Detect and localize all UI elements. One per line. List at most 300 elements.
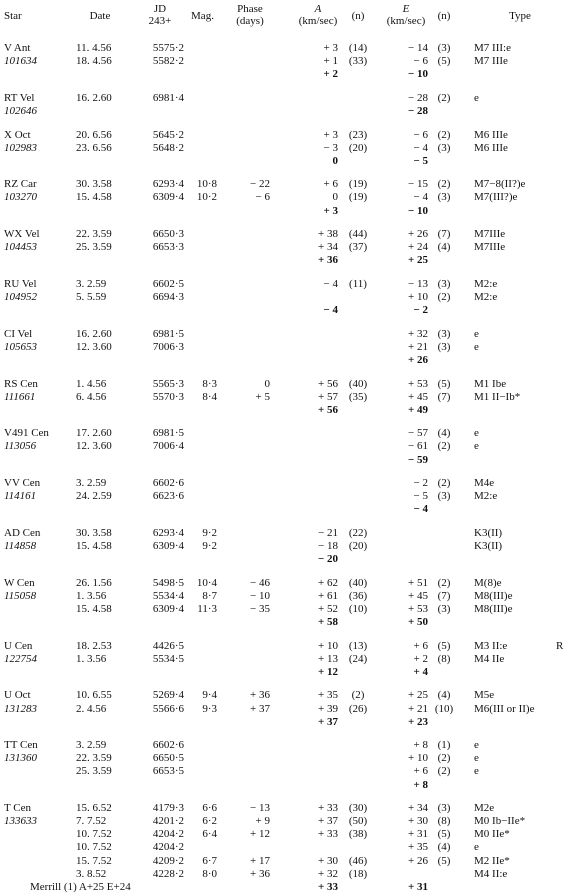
star-cell: 111661 — [4, 390, 36, 403]
date-cell: 30. 3.58 — [76, 178, 112, 191]
phase-cell: + 12 — [250, 828, 270, 841]
star-cell: V Ant — [4, 42, 31, 54]
phase-cell: − 13 — [250, 802, 270, 815]
a-count-cell: (35) — [348, 390, 368, 403]
e-count-cell: (5) — [437, 55, 451, 68]
type-cell: M7IIIe — [474, 228, 506, 241]
e-velocity-cell: + 26 — [408, 854, 428, 867]
a-count-cell: (20) — [348, 540, 368, 552]
date-cell: 2. 4.56 — [76, 702, 107, 715]
e-velocity-cell: + 49 — [407, 403, 428, 416]
phase-cell: − 46 — [250, 576, 270, 589]
date-cell: 6. 4.56 — [76, 390, 107, 403]
jd-cell: 5269·4 — [152, 689, 184, 702]
e-velocity-cell: + 32 — [408, 327, 428, 340]
mag-cell: 8·0 — [202, 867, 217, 880]
e-count-cell: (3) — [437, 191, 451, 204]
date-cell: 25. 3.59 — [76, 241, 112, 254]
phase-cell: + 9 — [255, 815, 270, 828]
phase-cell: − 6 — [255, 191, 270, 204]
a-velocity-cell: − 4 — [323, 277, 338, 290]
a-velocity-cell: + 33 — [317, 880, 338, 893]
e-count-cell: (2) — [437, 91, 451, 104]
e-velocity-cell: − 4 — [413, 503, 428, 516]
e-count-cell: (4) — [437, 241, 451, 254]
e-velocity-cell: + 6 — [413, 639, 428, 652]
date-cell: 15. 7.52 — [76, 854, 112, 867]
a-velocity-cell: − 3 — [323, 141, 338, 154]
header-mag: Mag. — [191, 10, 214, 22]
a-velocity-cell: + 37 — [318, 815, 338, 828]
note-cell: R — [556, 639, 564, 652]
e-velocity-cell: + 34 — [408, 802, 428, 815]
a-velocity-cell: + 33 — [318, 828, 338, 841]
e-count-cell: (7) — [437, 228, 451, 241]
date-cell: 3. 2.59 — [76, 739, 107, 752]
a-count-cell: (19) — [348, 191, 368, 204]
date-cell: 12. 3.60 — [76, 340, 112, 353]
a-velocity-cell: 0 — [332, 154, 338, 167]
a-count-cell: (50) — [348, 815, 368, 828]
a-velocity-cell: 0 — [332, 191, 338, 204]
type-cell: M6 IIIe — [474, 141, 508, 154]
jd-cell: 4426·5 — [152, 639, 184, 652]
type-cell: e — [474, 427, 479, 440]
e-velocity-cell: + 24 — [408, 241, 428, 254]
type-cell: M2:e — [474, 291, 498, 303]
jd-cell: 5570·3 — [152, 390, 184, 403]
e-count-cell: (1) — [437, 739, 451, 752]
mag-cell: 10·8 — [196, 178, 217, 191]
jd-cell: 6653·3 — [152, 241, 184, 254]
e-count-cell: (5) — [437, 828, 451, 841]
date-cell: 10. 6.55 — [76, 689, 112, 702]
jd-cell: 5534·5 — [152, 652, 184, 665]
e-velocity-cell: + 51 — [408, 576, 428, 589]
type-cell: M7 III:e — [474, 42, 511, 54]
date-cell: 26. 1.56 — [76, 576, 112, 589]
jd-cell: 6293·4 — [152, 526, 184, 539]
a-count-cell: (46) — [348, 854, 368, 867]
type-cell: M7IIIe — [474, 241, 506, 254]
date-cell: 12. 3.60 — [76, 440, 112, 453]
e-velocity-cell: + 31 — [407, 880, 428, 893]
type-cell: e — [474, 340, 479, 353]
date-cell: 10. 7.52 — [76, 828, 112, 841]
jd-cell: 4209·2 — [152, 854, 184, 867]
e-velocity-cell: − 57 — [408, 427, 428, 440]
a-velocity-cell: + 57 — [318, 390, 338, 403]
type-cell: M2:e — [474, 277, 498, 290]
mag-cell: 6·2 — [202, 815, 217, 828]
phase-cell: + 5 — [255, 390, 270, 403]
e-count-cell: (10) — [434, 702, 454, 715]
e-count-cell: (3) — [437, 602, 451, 615]
header-phase: Phase — [237, 3, 263, 15]
date-cell: 3. 8.52 — [76, 867, 107, 880]
e-count-cell: (8) — [437, 652, 451, 665]
mag-cell: 8·3 — [202, 377, 217, 390]
jd-cell: 6602·6 — [152, 739, 184, 752]
table-header — [0, 0, 570, 40]
header-phase-sub: (days) — [236, 15, 264, 27]
a-velocity-cell: + 56 — [317, 403, 338, 416]
a-count-cell: (33) — [348, 55, 368, 68]
e-velocity-cell: + 26 — [407, 353, 428, 366]
type-cell: M6 IIIe — [474, 128, 508, 141]
type-cell: e — [474, 327, 479, 340]
jd-cell: 6623·6 — [152, 490, 184, 503]
e-velocity-cell: − 4 — [413, 191, 428, 204]
date-cell: 23. 6.56 — [76, 141, 112, 154]
e-count-cell: (4) — [437, 841, 451, 854]
a-count-cell: (37) — [348, 241, 368, 254]
a-velocity-cell: + 38 — [318, 228, 338, 241]
a-count-cell: (40) — [348, 576, 368, 589]
date-cell: 25. 3.59 — [76, 765, 112, 778]
e-count-cell: (3) — [437, 490, 451, 503]
type-cell: M0 IIe* — [474, 828, 510, 841]
mag-cell: 9·2 — [202, 540, 217, 552]
e-velocity-cell: + 53 — [408, 602, 428, 615]
e-velocity-cell: − 6 — [413, 55, 428, 68]
date-cell: 3. 2.59 — [76, 277, 107, 290]
star-cell: V491 Cen — [4, 427, 49, 440]
a-velocity-cell: + 34 — [318, 241, 338, 254]
a-velocity-cell: + 61 — [318, 589, 338, 602]
a-velocity-cell: + 62 — [318, 576, 338, 589]
jd-cell: 5648·2 — [152, 141, 184, 154]
e-velocity-cell: − 13 — [408, 277, 428, 290]
mag-cell: 8·7 — [202, 589, 217, 602]
e-count-cell: (2) — [437, 291, 451, 303]
e-velocity-cell: + 8 — [413, 739, 428, 752]
jd-cell: 4179·3 — [152, 802, 184, 815]
star-cell: RU Vel — [4, 277, 37, 290]
jd-cell: 7006·4 — [152, 440, 184, 453]
jd-cell: 6602·6 — [152, 477, 184, 490]
jd-cell: 6981·4 — [152, 91, 184, 104]
star-cell: CI Vel — [4, 327, 33, 340]
a-velocity-cell: + 13 — [318, 652, 338, 665]
e-velocity-cell: + 2 — [413, 652, 428, 665]
date-cell: 24. 2.59 — [76, 490, 112, 503]
e-velocity-cell: + 8 — [413, 778, 428, 791]
type-cell: K3(II) — [474, 526, 503, 539]
e-velocity-cell: + 26 — [408, 228, 428, 241]
type-cell: M7(III?)e — [474, 191, 518, 204]
e-velocity-cell: − 28 — [407, 104, 428, 117]
a-velocity-cell: + 3 — [323, 128, 338, 141]
date-cell: 11. 4.56 — [76, 42, 112, 54]
mag-cell: 6·6 — [202, 802, 217, 815]
a-count-cell: (36) — [348, 589, 368, 602]
star-cell: Merrill (1) A+25 E+24 — [30, 880, 131, 893]
header-date: Date — [89, 10, 111, 22]
mag-cell: 11·3 — [197, 602, 217, 615]
e-count-cell: (3) — [437, 327, 451, 340]
e-velocity-cell: − 5 — [413, 490, 428, 503]
mag-cell: 9·3 — [202, 702, 217, 715]
jd-cell: 6653·5 — [152, 765, 184, 778]
jd-cell: 5566·6 — [152, 702, 184, 715]
date-cell: 1. 4.56 — [76, 377, 107, 390]
header-n1: (n) — [351, 10, 365, 22]
e-count-cell: (5) — [437, 639, 451, 652]
mag-cell: 10·2 — [196, 191, 217, 204]
star-cell: 114858 — [4, 540, 37, 552]
header-e: E — [402, 3, 410, 15]
star-cell: 122754 — [4, 652, 37, 665]
a-count-cell: (13) — [348, 639, 368, 652]
date-cell: 15. 4.58 — [76, 540, 112, 552]
star-cell: 101634 — [4, 55, 37, 68]
mag-cell: 9·4 — [202, 689, 217, 702]
star-cell: T Cen — [4, 802, 31, 815]
e-velocity-cell: + 10 — [408, 752, 428, 765]
star-cell: 104453 — [4, 241, 37, 254]
star-cell: 131360 — [4, 752, 37, 765]
header-a: A — [314, 3, 322, 15]
type-cell: M2e — [474, 802, 495, 815]
a-count-cell: (26) — [348, 702, 368, 715]
jd-cell: 5645·2 — [152, 128, 184, 141]
jd-cell: 5534·4 — [152, 589, 184, 602]
a-velocity-cell: + 30 — [318, 854, 338, 867]
e-velocity-cell: − 15 — [408, 178, 428, 191]
e-count-cell: (2) — [437, 576, 451, 589]
type-cell: e — [474, 765, 479, 778]
e-velocity-cell: + 21 — [408, 702, 428, 715]
a-velocity-cell: − 4 — [323, 304, 338, 317]
a-velocity-cell: − 20 — [317, 553, 338, 566]
e-count-cell: (2) — [437, 128, 451, 141]
phase-cell: 0 — [264, 377, 270, 390]
date-cell: 10. 7.52 — [76, 841, 112, 854]
jd-cell: 7006·3 — [152, 340, 184, 353]
type-cell: M4 IIe — [474, 652, 505, 665]
star-cell: 133633 — [4, 815, 37, 828]
e-count-cell: (3) — [437, 340, 451, 353]
a-velocity-cell: + 3 — [323, 42, 338, 54]
type-cell: e — [474, 440, 479, 453]
a-velocity-cell: + 33 — [318, 802, 338, 815]
e-count-cell: (2) — [437, 178, 451, 191]
a-count-cell: (22) — [348, 526, 368, 539]
a-velocity-cell: − 21 — [318, 526, 338, 539]
e-velocity-cell: − 59 — [407, 453, 428, 466]
type-cell: M7−8(II?)e — [474, 178, 526, 191]
star-cell: U Cen — [4, 639, 33, 652]
date-cell: 30. 3.58 — [76, 526, 112, 539]
header-type: Type — [509, 10, 531, 22]
jd-cell: 4201·2 — [152, 815, 184, 828]
jd-cell: 6309·4 — [152, 191, 184, 204]
type-cell: M2:e — [474, 490, 498, 503]
date-cell: 16. 2.60 — [76, 327, 112, 340]
jd-cell: 4204·2 — [152, 828, 184, 841]
jd-cell: 6981·5 — [152, 327, 184, 340]
mag-cell: 8·4 — [202, 390, 217, 403]
e-velocity-cell: + 45 — [408, 589, 428, 602]
header-jd: JD — [153, 3, 167, 15]
date-cell: 15. 4.58 — [76, 191, 112, 204]
e-count-cell: (5) — [437, 854, 451, 867]
phase-cell: + 17 — [250, 854, 270, 867]
star-cell: TT Cen — [4, 739, 38, 752]
header-star: Star — [4, 10, 22, 22]
e-velocity-cell: + 45 — [408, 390, 428, 403]
type-cell: e — [474, 752, 479, 765]
type-cell: M(8)e — [474, 576, 502, 589]
date-cell: 20. 6.56 — [76, 128, 112, 141]
date-cell: 18. 4.56 — [76, 55, 112, 68]
star-cell: 104952 — [4, 291, 37, 303]
e-count-cell: (3) — [437, 277, 451, 290]
phase-cell: − 10 — [250, 589, 270, 602]
e-count-cell: (3) — [437, 802, 451, 815]
e-velocity-cell: − 61 — [408, 440, 428, 453]
star-cell: VV Cen — [4, 477, 41, 490]
e-velocity-cell: − 4 — [413, 141, 428, 154]
type-cell: M7 IIIe — [474, 55, 508, 68]
jd-cell: 6309·4 — [152, 602, 184, 615]
star-cell: AD Cen — [4, 526, 41, 539]
a-velocity-cell: + 39 — [318, 702, 338, 715]
phase-cell: − 35 — [250, 602, 270, 615]
e-velocity-cell: − 5 — [413, 154, 428, 167]
a-velocity-cell: + 6 — [323, 178, 338, 191]
a-count-cell: (38) — [348, 828, 368, 841]
e-velocity-cell: + 35 — [408, 841, 428, 854]
type-cell: M1 II−Ib* — [474, 390, 521, 403]
a-velocity-cell: − 18 — [318, 540, 338, 552]
date-cell: 22. 3.59 — [76, 752, 112, 765]
date-cell: 5. 5.59 — [76, 291, 107, 303]
e-velocity-cell: − 2 — [413, 477, 428, 490]
type-cell: M2 IIe* — [474, 854, 510, 867]
e-velocity-cell: − 2 — [413, 304, 428, 317]
star-cell: 105653 — [4, 340, 37, 353]
header-a-unit: (km/sec) — [298, 15, 338, 27]
star-cell: U Oct — [4, 689, 31, 702]
star-cell: 115058 — [4, 589, 37, 602]
header-n2: (n) — [437, 10, 451, 22]
date-cell: 15. 4.58 — [76, 602, 112, 615]
e-velocity-cell: − 6 — [413, 128, 428, 141]
e-velocity-cell: + 6 — [413, 765, 428, 778]
e-count-cell: (2) — [437, 765, 451, 778]
jd-cell: 4228·2 — [152, 867, 184, 880]
type-cell: M4e — [474, 477, 495, 490]
type-cell: M1 Ibe — [474, 377, 507, 390]
date-cell: 3. 2.59 — [76, 477, 107, 490]
type-cell: K3(II) — [474, 540, 503, 552]
a-velocity-cell: + 3 — [323, 204, 338, 217]
a-velocity-cell: + 32 — [318, 867, 338, 880]
jd-cell: 5575·2 — [152, 42, 184, 54]
mag-cell: 9·2 — [202, 526, 217, 539]
e-velocity-cell: + 31 — [408, 828, 428, 841]
a-velocity-cell: + 10 — [318, 639, 338, 652]
type-cell: M4 II:e — [474, 867, 508, 880]
e-count-cell: (5) — [437, 377, 451, 390]
a-velocity-cell: + 36 — [317, 254, 338, 267]
e-velocity-cell: − 10 — [407, 204, 428, 217]
e-count-cell: (7) — [437, 589, 451, 602]
type-cell: M6(III or II)e — [474, 702, 535, 715]
jd-cell: 6650·3 — [152, 228, 184, 241]
mag-cell: 10·4 — [196, 576, 217, 589]
star-cell: 102983 — [4, 141, 37, 154]
phase-cell: − 22 — [250, 178, 270, 191]
a-count-cell: (44) — [348, 228, 368, 241]
star-cell: 102646 — [4, 104, 37, 117]
jd-cell: 6293·4 — [152, 178, 184, 191]
header-e-unit: (km/sec) — [386, 15, 426, 27]
type-cell: M3 II:e — [474, 639, 508, 652]
star-cell: RT Vel — [4, 91, 35, 104]
date-cell: 15. 6.52 — [76, 802, 112, 815]
jd-cell: 5498·5 — [152, 576, 184, 589]
jd-cell: 6694·3 — [152, 291, 184, 303]
type-cell: e — [474, 841, 479, 854]
a-velocity-cell: + 12 — [317, 665, 338, 678]
e-count-cell: (7) — [437, 390, 451, 403]
e-count-cell: (8) — [437, 815, 451, 828]
e-velocity-cell: + 23 — [407, 715, 428, 728]
jd-cell: 6309·4 — [152, 540, 184, 552]
jd-cell: 6981·5 — [152, 427, 184, 440]
a-count-cell: (24) — [348, 652, 368, 665]
star-cell: RZ Car — [4, 178, 37, 191]
e-count-cell: (3) — [437, 42, 451, 54]
date-cell: 7. 7.52 — [76, 815, 107, 828]
e-velocity-cell: + 50 — [407, 616, 428, 628]
e-velocity-cell: + 4 — [413, 665, 428, 678]
header-jd-sub: 243+ — [148, 15, 172, 27]
a-count-cell: (18) — [348, 867, 368, 880]
type-cell: M8(III)e — [474, 602, 513, 615]
phase-cell: + 36 — [250, 689, 270, 702]
type-cell: M0 Ib−IIe* — [474, 815, 526, 828]
a-velocity-cell: + 52 — [318, 602, 338, 615]
e-velocity-cell: + 21 — [408, 340, 428, 353]
a-count-cell: (20) — [348, 141, 368, 154]
e-velocity-cell: − 14 — [408, 42, 428, 54]
star-cell: W Cen — [4, 576, 35, 589]
e-count-cell: (3) — [437, 141, 451, 154]
a-count-cell: (2) — [351, 689, 365, 702]
e-velocity-cell: − 10 — [407, 68, 428, 81]
phase-cell: + 37 — [250, 702, 270, 715]
jd-cell: 6602·5 — [152, 277, 184, 290]
e-velocity-cell: + 30 — [408, 815, 428, 828]
mag-cell: 6·7 — [202, 854, 217, 867]
star-cell: RS Cen — [4, 377, 38, 390]
e-count-cell: (4) — [437, 689, 451, 702]
a-count-cell: (23) — [348, 128, 368, 141]
type-cell: e — [474, 739, 479, 752]
e-velocity-cell: + 25 — [408, 689, 428, 702]
star-cell: WX Vel — [4, 228, 40, 241]
date-cell: 1. 3.56 — [76, 589, 107, 602]
a-count-cell: (11) — [349, 277, 367, 290]
jd-cell: 5565·3 — [152, 377, 184, 390]
star-cell: X Oct — [4, 128, 31, 141]
a-count-cell: (30) — [348, 802, 368, 815]
phase-cell: + 36 — [250, 867, 270, 880]
